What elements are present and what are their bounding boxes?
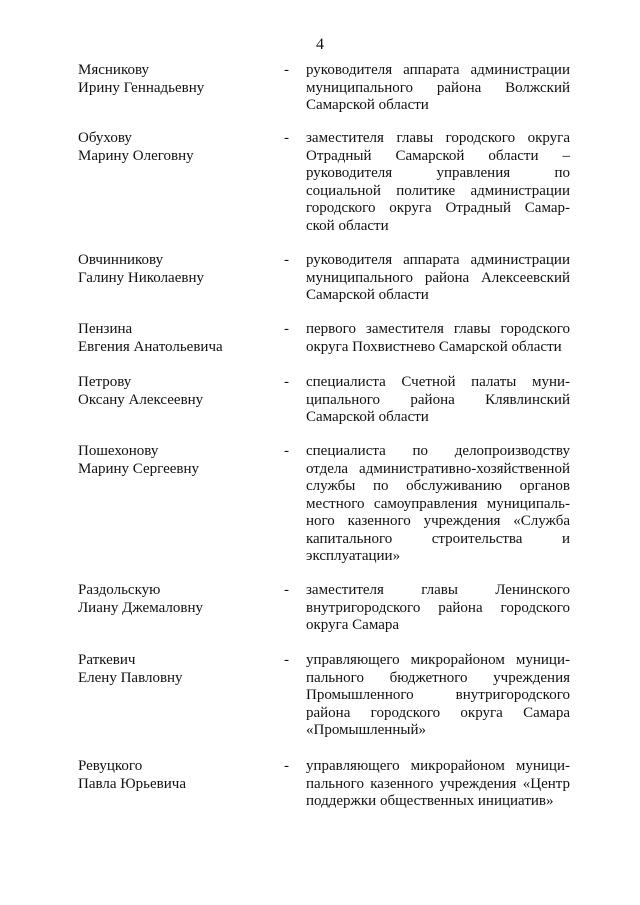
- position-line: заместителя главы городского округа: [306, 130, 570, 146]
- person-name-line: Петрову: [78, 374, 132, 390]
- position-line: руководителя аппарата администрации: [306, 62, 570, 78]
- person-name: [78, 321, 273, 356]
- person-name-line: Павла Юрьевича: [78, 775, 186, 792]
- person-name-line: Ревуцкого: [78, 758, 143, 774]
- position-line: Самарской области: [306, 409, 429, 425]
- dash-separator: -: [284, 758, 289, 774]
- person-name-line: Обухову: [78, 130, 132, 146]
- dash-separator: -: [284, 582, 289, 598]
- position-text: [306, 321, 570, 356]
- dash-separator: -: [284, 652, 289, 668]
- person-name-line: Овчинникову: [78, 252, 164, 268]
- position-text: [306, 252, 570, 305]
- person-name-line: Раткевич: [78, 652, 136, 668]
- person-name: [78, 652, 273, 687]
- dash-separator: -: [284, 443, 289, 459]
- person-name-line: Пошехонову: [78, 443, 159, 459]
- dash-separator: -: [284, 252, 289, 268]
- position-line: Самарской области: [306, 287, 429, 303]
- page-number: 4: [316, 36, 324, 53]
- position-line: управляющего микрорайоном муници-: [306, 652, 570, 668]
- person-name: [78, 443, 273, 478]
- position-line: Самарской области: [306, 97, 429, 113]
- person-name-line: Мясникову: [78, 62, 150, 78]
- position-line: ципального района Клявлинский: [306, 391, 570, 408]
- person-name-line: Пензина: [78, 321, 133, 337]
- person-name: [78, 252, 273, 287]
- position-line: специалиста Счетной палаты муни-: [306, 374, 570, 390]
- person-name-line: Марину Олеговну: [78, 147, 194, 164]
- position-line: «Промышленный»: [306, 722, 426, 738]
- position-line: пального казенного учреждения «Центр: [306, 775, 570, 792]
- person-name-line: Марину Сергеевну: [78, 460, 200, 477]
- person-name-line: Евгения Анатольевича: [78, 338, 223, 355]
- position-line: руководителя аппарата администрации: [306, 252, 570, 268]
- position-line: поддержки общественных инициатив»: [306, 793, 554, 809]
- position-line: пального бюджетного учреждения: [306, 669, 570, 686]
- position-line: ской области: [306, 217, 389, 234]
- position-line: социальной политике администрации: [306, 182, 570, 199]
- position-line: Отрадный Самарской области –: [306, 147, 570, 164]
- position-line: округа Самара: [306, 617, 400, 633]
- person-name-line: Елену Павловну: [78, 669, 183, 686]
- dash-separator: -: [284, 130, 289, 146]
- position-text: [306, 582, 570, 635]
- position-text: [306, 652, 570, 740]
- position-line: городского округа Отрадный Самар-: [306, 200, 570, 216]
- person-name-line: Раздольскую: [78, 582, 161, 598]
- position-line: управляющего микрорайоном муници-: [306, 758, 570, 774]
- position-text: [306, 758, 570, 811]
- position-line: ного казенного учреждения «Служба: [306, 513, 570, 529]
- person-name: [78, 374, 273, 409]
- position-text: [306, 130, 570, 235]
- position-line: заместителя главы Ленинского: [306, 582, 570, 598]
- position-line: первого заместителя главы городского: [306, 321, 570, 337]
- dash-separator: -: [284, 62, 289, 78]
- person-name: [78, 758, 273, 793]
- position-text: [306, 62, 570, 115]
- position-line: муниципального района Алексеевский: [306, 269, 570, 286]
- position-line: службы по обслуживанию органов: [306, 478, 570, 494]
- person-name-line: Галину Николаевну: [78, 269, 204, 286]
- person-name: [78, 582, 273, 617]
- position-line: специалиста по делопроизводству: [306, 443, 570, 459]
- position-line: эксплуатации»: [306, 548, 401, 564]
- position-line: внутригородского района городского: [306, 599, 570, 616]
- position-line: муниципального района Волжский: [306, 79, 570, 96]
- person-name-line: Ирину Геннадьевну: [78, 79, 205, 96]
- dash-separator: -: [284, 374, 289, 390]
- position-text: [306, 443, 570, 566]
- person-name: [78, 130, 273, 165]
- dash-separator: -: [284, 321, 289, 337]
- position-line: капитального строительства и: [306, 530, 570, 547]
- position-line: местного самоуправления муниципаль-: [306, 495, 570, 512]
- position-line: отдела административно-хозяйственной: [306, 460, 570, 477]
- person-name: [78, 62, 273, 97]
- position-line: руководителя управления по: [306, 165, 570, 181]
- person-name-line: Оксану Алексеевну: [78, 391, 204, 408]
- position-line: района городского округа Самара: [306, 704, 570, 721]
- position-text: [306, 374, 570, 427]
- person-name-line: Лиану Джемаловну: [78, 599, 203, 616]
- position-line: округа Похвистнево Самарской области: [306, 338, 562, 355]
- position-line: Промышленного внутригородского: [306, 687, 570, 703]
